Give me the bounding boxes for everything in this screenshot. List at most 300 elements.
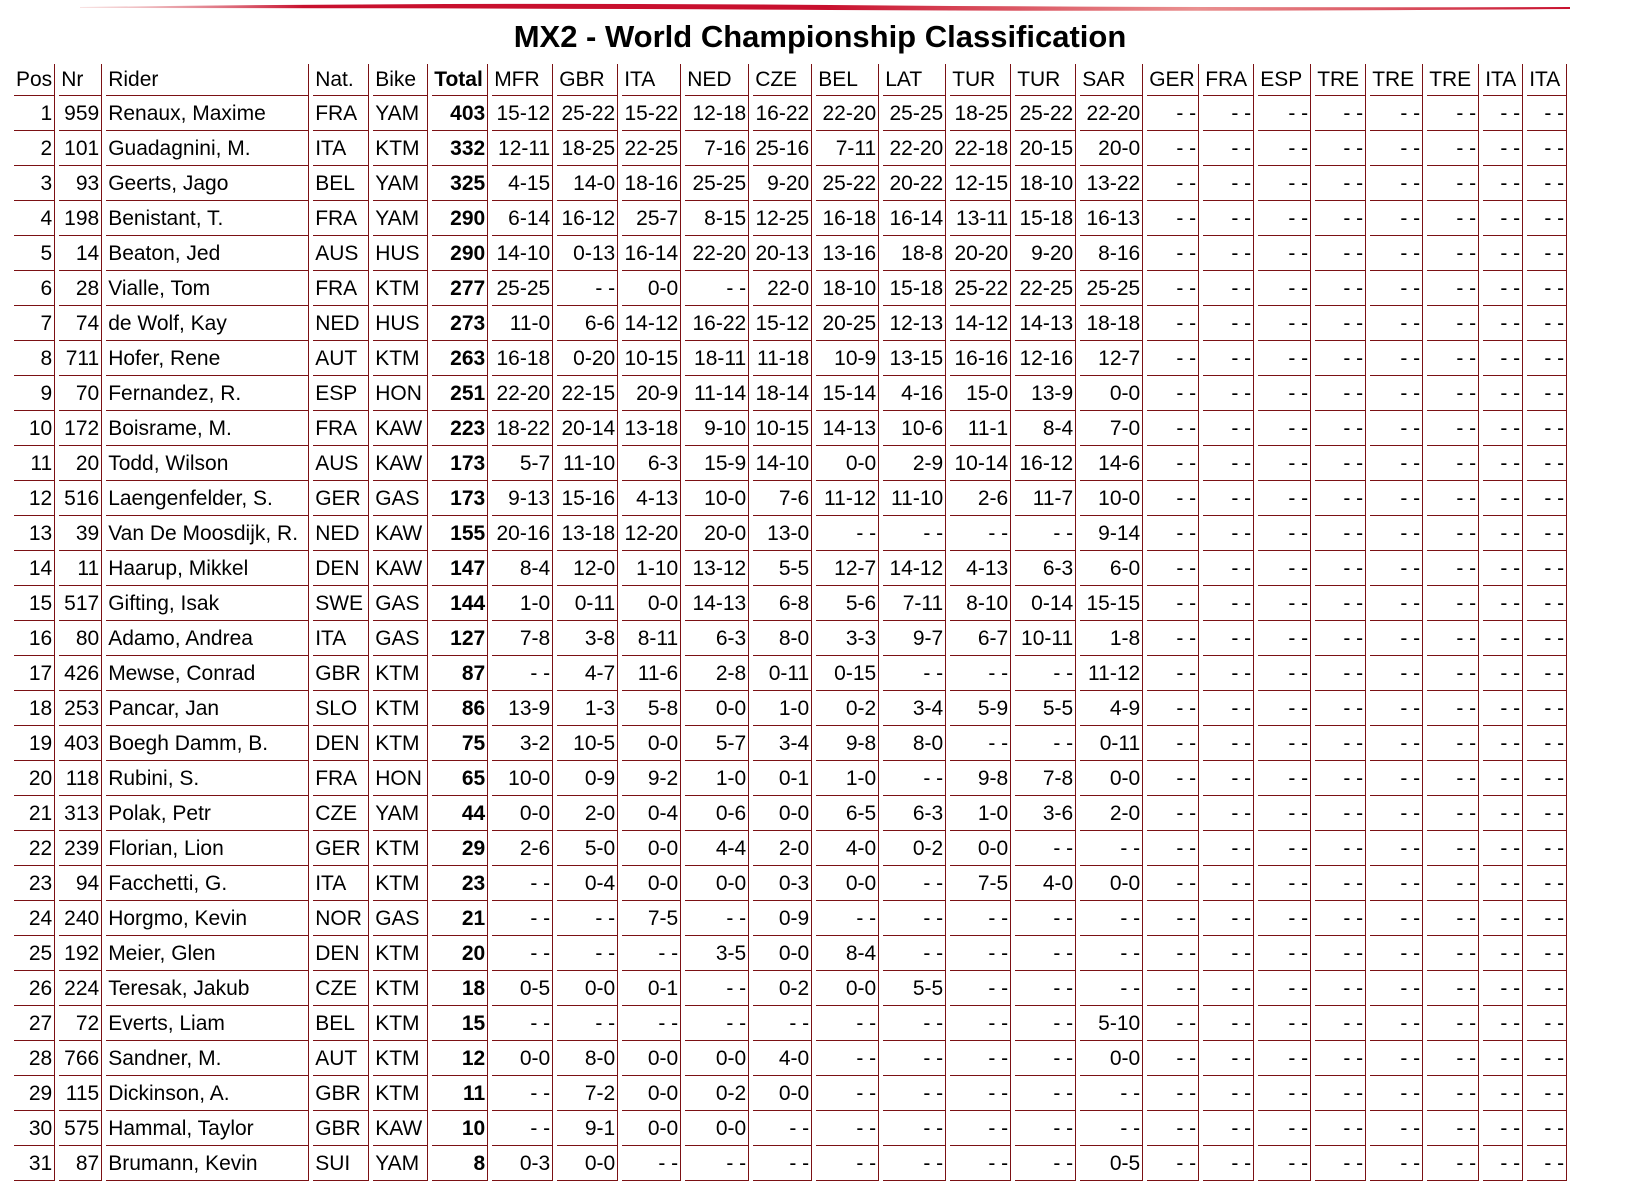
cell-result: - -: [1147, 1146, 1199, 1181]
cell-result: - -: [816, 1006, 879, 1041]
table-row: [14, 341, 1567, 376]
cell-result: 4-0: [1015, 866, 1076, 901]
cell-result: - -: [1147, 586, 1199, 621]
cell-result: - -: [1427, 516, 1479, 551]
cell-result: - -: [1203, 376, 1254, 411]
cell-result: - -: [1527, 796, 1567, 831]
cell-result: - -: [1427, 131, 1479, 166]
cell-number: 101: [59, 131, 102, 166]
cell-nationality: FRA: [313, 761, 369, 796]
cell-number: 14: [59, 236, 102, 271]
cell-result: 7-6: [753, 481, 812, 516]
cell-result: - -: [1258, 306, 1311, 341]
cell-rider: de Wolf, Kay: [106, 306, 309, 341]
cell-total: 290: [432, 201, 488, 236]
cell-result: 0-0: [685, 866, 749, 901]
cell-result: 2-6: [950, 481, 1011, 516]
cell-position: 10: [14, 411, 55, 446]
cell-result: - -: [1315, 271, 1366, 306]
cell-result: - -: [1527, 971, 1567, 1006]
cell-result: - -: [950, 1146, 1011, 1181]
cell-result: 11-1: [950, 411, 1011, 446]
cell-bike: KTM: [373, 971, 428, 1006]
cell-number: 39: [59, 516, 102, 551]
cell-result: - -: [1427, 376, 1479, 411]
cell-result: - -: [950, 516, 1011, 551]
table-row: [14, 831, 1567, 866]
cell-number: 118: [59, 761, 102, 796]
cell-result: - -: [1370, 201, 1423, 236]
cell-position: 28: [14, 1041, 55, 1076]
cell-result: - -: [1015, 971, 1076, 1006]
table-row: [14, 656, 1567, 691]
cell-result: - -: [1147, 306, 1199, 341]
cell-result: 0-5: [492, 971, 553, 1006]
cell-result: - -: [1527, 341, 1567, 376]
cell-number: 959: [59, 96, 102, 131]
cell-result: - -: [685, 1006, 749, 1041]
cell-result: 14-0: [557, 166, 618, 201]
cell-result: 22-25: [622, 131, 681, 166]
cell-result: 8-11: [622, 621, 681, 656]
cell-result: - -: [1203, 1006, 1254, 1041]
cell-result: 15-22: [622, 96, 681, 131]
cell-nationality: GER: [313, 831, 369, 866]
cell-result: 14-13: [1015, 306, 1076, 341]
cell-result: - -: [1527, 271, 1567, 306]
cell-result: - -: [1527, 166, 1567, 201]
cell-result: 12-7: [1080, 341, 1143, 376]
cell-result: 12-20: [622, 516, 681, 551]
cell-result: 25-25: [1080, 271, 1143, 306]
column-header-round-17: ITA: [1483, 64, 1523, 96]
cell-result: - -: [1015, 901, 1076, 936]
cell-result: - -: [1203, 166, 1254, 201]
cell-position: 22: [14, 831, 55, 866]
cell-result: - -: [1147, 166, 1199, 201]
cell-result: 8-4: [1015, 411, 1076, 446]
cell-result: - -: [1315, 656, 1366, 691]
cell-result: 12-11: [492, 131, 553, 166]
cell-result: - -: [1203, 831, 1254, 866]
cell-rider: Everts, Liam: [106, 1006, 309, 1041]
cell-rider: Florian, Lion: [106, 831, 309, 866]
cell-total: 325: [432, 166, 488, 201]
cell-result: 18-25: [557, 131, 618, 166]
cell-position: 18: [14, 691, 55, 726]
cell-position: 5: [14, 236, 55, 271]
cell-result: - -: [1427, 1076, 1479, 1111]
cell-result: - -: [950, 1006, 1011, 1041]
cell-result: - -: [1427, 831, 1479, 866]
cell-result: 20-0: [685, 516, 749, 551]
cell-result: 10-0: [492, 761, 553, 796]
cell-result: 0-0: [492, 1041, 553, 1076]
cell-result: - -: [1370, 1041, 1423, 1076]
column-header-round-16: TRE: [1427, 64, 1479, 96]
cell-total: 290: [432, 236, 488, 271]
classification-table: [10, 64, 1571, 1181]
cell-result: - -: [1483, 551, 1523, 586]
cell-bike: GAS: [373, 481, 428, 516]
cell-result: 0-0: [622, 1076, 681, 1111]
cell-result: 5-8: [622, 691, 681, 726]
cell-nationality: ESP: [313, 376, 369, 411]
cell-result: - -: [1147, 656, 1199, 691]
cell-result: 0-0: [753, 796, 812, 831]
cell-result: 15-14: [816, 376, 879, 411]
cell-result: 20-22: [883, 166, 946, 201]
cell-result: - -: [1315, 516, 1366, 551]
cell-result: 18-25: [950, 96, 1011, 131]
table-row: [14, 726, 1567, 761]
cell-result: 11-0: [492, 306, 553, 341]
cell-result: 18-8: [883, 236, 946, 271]
cell-result: 5-5: [753, 551, 812, 586]
cell-bike: HON: [373, 761, 428, 796]
cell-result: - -: [1315, 446, 1366, 481]
cell-result: - -: [1427, 236, 1479, 271]
cell-result: 20-20: [950, 236, 1011, 271]
cell-position: 7: [14, 306, 55, 341]
cell-result: 9-8: [816, 726, 879, 761]
table-row: [14, 236, 1567, 271]
cell-result: - -: [1527, 621, 1567, 656]
cell-result: 7-11: [883, 586, 946, 621]
cell-result: - -: [1258, 726, 1311, 761]
page-title: MX2 - World Championship Classification: [513, 19, 1127, 54]
cell-result: - -: [1258, 1006, 1311, 1041]
cell-result: - -: [1427, 166, 1479, 201]
cell-result: - -: [883, 1076, 946, 1111]
cell-nationality: NED: [313, 306, 369, 341]
cell-bike: KTM: [373, 831, 428, 866]
cell-result: - -: [883, 936, 946, 971]
cell-result: 18-10: [1015, 166, 1076, 201]
cell-result: 16-16: [950, 341, 1011, 376]
cell-result: - -: [1015, 726, 1076, 761]
cell-result: 22-20: [1080, 96, 1143, 131]
cell-result: - -: [1427, 341, 1479, 376]
column-header-round-4: NED: [685, 64, 749, 96]
cell-result: - -: [1147, 831, 1199, 866]
cell-result: - -: [1315, 341, 1366, 376]
cell-total: 21: [432, 901, 488, 936]
cell-total: 23: [432, 866, 488, 901]
column-header-round-7: LAT: [883, 64, 946, 96]
cell-result: - -: [1370, 831, 1423, 866]
cell-result: - -: [1203, 446, 1254, 481]
cell-result: 0-14: [1015, 586, 1076, 621]
cell-result: - -: [1527, 1111, 1567, 1146]
cell-result: 0-1: [753, 761, 812, 796]
cell-result: - -: [1427, 586, 1479, 621]
cell-result: - -: [1203, 761, 1254, 796]
cell-number: 80: [59, 621, 102, 656]
cell-number: 87: [59, 1146, 102, 1181]
cell-result: 12-18: [685, 96, 749, 131]
cell-result: - -: [492, 656, 553, 691]
cell-result: 18-22: [492, 411, 553, 446]
cell-result: - -: [1527, 411, 1567, 446]
cell-result: - -: [1315, 236, 1366, 271]
cell-result: - -: [1370, 481, 1423, 516]
cell-result: 13-9: [492, 691, 553, 726]
column-header-pos: Pos: [14, 64, 55, 96]
cell-result: 25-25: [685, 166, 749, 201]
cell-result: - -: [1370, 1076, 1423, 1111]
cell-result: - -: [1203, 411, 1254, 446]
cell-nationality: CZE: [313, 796, 369, 831]
cell-result: - -: [1370, 866, 1423, 901]
cell-result: - -: [1483, 586, 1523, 621]
cell-bike: GAS: [373, 586, 428, 621]
cell-result: 14-10: [753, 446, 812, 481]
cell-result: 9-20: [753, 166, 812, 201]
cell-result: 0-15: [816, 656, 879, 691]
table-row: [14, 691, 1567, 726]
cell-result: - -: [1483, 481, 1523, 516]
cell-result: - -: [1015, 1111, 1076, 1146]
cell-result: 0-0: [622, 1041, 681, 1076]
cell-result: 12-15: [950, 166, 1011, 201]
cell-result: - -: [883, 1006, 946, 1041]
cell-result: - -: [1315, 201, 1366, 236]
cell-result: 3-4: [883, 691, 946, 726]
cell-result: - -: [1147, 131, 1199, 166]
cell-result: - -: [1203, 516, 1254, 551]
cell-result: 16-12: [557, 201, 618, 236]
cell-result: - -: [1483, 236, 1523, 271]
cell-result: 13-22: [1080, 166, 1143, 201]
cell-rider: Rubini, S.: [106, 761, 309, 796]
cell-result: - -: [1370, 691, 1423, 726]
cell-position: 15: [14, 586, 55, 621]
cell-result: - -: [816, 901, 879, 936]
cell-result: 4-16: [883, 376, 946, 411]
cell-result: 3-2: [492, 726, 553, 761]
cell-result: 9-13: [492, 481, 553, 516]
cell-result: 1-0: [816, 761, 879, 796]
cell-result: - -: [1483, 201, 1523, 236]
cell-result: 3-4: [753, 726, 812, 761]
cell-result: - -: [1147, 341, 1199, 376]
cell-result: - -: [1370, 621, 1423, 656]
cell-result: - -: [1203, 481, 1254, 516]
column-header-nat: Nat.: [313, 64, 369, 96]
cell-result: 8-15: [685, 201, 749, 236]
cell-result: 8-0: [883, 726, 946, 761]
cell-result: 0-9: [557, 761, 618, 796]
cell-result: - -: [1370, 761, 1423, 796]
cell-result: - -: [1370, 376, 1423, 411]
cell-total: 127: [432, 621, 488, 656]
cell-result: - -: [1258, 201, 1311, 236]
cell-bike: KTM: [373, 691, 428, 726]
cell-result: 18-16: [622, 166, 681, 201]
cell-result: - -: [950, 1076, 1011, 1111]
cell-result: 22-20: [816, 96, 879, 131]
cell-result: - -: [1315, 411, 1366, 446]
cell-total: 332: [432, 131, 488, 166]
cell-result: - -: [1527, 866, 1567, 901]
cell-result: - -: [1258, 411, 1311, 446]
cell-number: 172: [59, 411, 102, 446]
cell-result: - -: [1203, 726, 1254, 761]
cell-position: 27: [14, 1006, 55, 1041]
cell-result: 15-15: [1080, 586, 1143, 621]
cell-position: 2: [14, 131, 55, 166]
cell-bike: KTM: [373, 341, 428, 376]
cell-number: 94: [59, 866, 102, 901]
cell-result: - -: [1203, 866, 1254, 901]
cell-result: - -: [1258, 96, 1311, 131]
cell-result: - -: [1483, 1006, 1523, 1041]
cell-result: 20-15: [1015, 131, 1076, 166]
cell-result: 0-2: [816, 691, 879, 726]
cell-result: - -: [1315, 586, 1366, 621]
cell-rider: Geerts, Jago: [106, 166, 309, 201]
cell-result: - -: [1080, 901, 1143, 936]
cell-result: - -: [1427, 201, 1479, 236]
cell-result: - -: [1427, 726, 1479, 761]
cell-result: - -: [753, 1006, 812, 1041]
cell-result: 10-9: [816, 341, 879, 376]
cell-result: - -: [1258, 761, 1311, 796]
cell-result: - -: [1427, 1041, 1479, 1076]
cell-result: - -: [1370, 446, 1423, 481]
cell-result: 11-12: [816, 481, 879, 516]
cell-number: 115: [59, 1076, 102, 1111]
cell-result: 8-10: [950, 586, 1011, 621]
cell-bike: KAW: [373, 1111, 428, 1146]
table-row: [14, 796, 1567, 831]
cell-result: - -: [1370, 726, 1423, 761]
cell-result: - -: [1483, 376, 1523, 411]
cell-result: 22-25: [1015, 271, 1076, 306]
cell-nationality: AUT: [313, 341, 369, 376]
table-row: [14, 621, 1567, 656]
cell-result: - -: [1203, 271, 1254, 306]
cell-result: - -: [1427, 796, 1479, 831]
cell-result: - -: [1258, 656, 1311, 691]
cell-result: 13-16: [816, 236, 879, 271]
cell-nationality: FRA: [313, 96, 369, 131]
cell-result: - -: [1147, 271, 1199, 306]
cell-result: 0-2: [753, 971, 812, 1006]
cell-result: 18-11: [685, 341, 749, 376]
cell-number: 517: [59, 586, 102, 621]
cell-bike: HUS: [373, 306, 428, 341]
cell-result: - -: [1427, 481, 1479, 516]
cell-result: 5-9: [950, 691, 1011, 726]
cell-result: - -: [1258, 1146, 1311, 1181]
cell-result: 16-22: [685, 306, 749, 341]
cell-result: - -: [1015, 1041, 1076, 1076]
cell-rider: Mewse, Conrad: [106, 656, 309, 691]
cell-number: 198: [59, 201, 102, 236]
cell-result: 20-14: [557, 411, 618, 446]
cell-result: - -: [1203, 901, 1254, 936]
cell-result: 14-13: [816, 411, 879, 446]
cell-rider: Boegh Damm, B.: [106, 726, 309, 761]
cell-result: 0-0: [685, 1041, 749, 1076]
cell-result: 15-12: [492, 96, 553, 131]
cell-result: - -: [1258, 1041, 1311, 1076]
cell-result: - -: [1258, 271, 1311, 306]
cell-result: 0-4: [557, 866, 618, 901]
cell-result: - -: [1527, 691, 1567, 726]
cell-result: - -: [685, 971, 749, 1006]
cell-result: 0-0: [753, 936, 812, 971]
cell-result: - -: [1315, 551, 1366, 586]
cell-bike: GAS: [373, 621, 428, 656]
cell-result: - -: [1483, 341, 1523, 376]
cell-nationality: ITA: [313, 866, 369, 901]
cell-result: - -: [1203, 96, 1254, 131]
cell-result: - -: [1527, 306, 1567, 341]
cell-total: 44: [432, 796, 488, 831]
cell-result: - -: [1147, 691, 1199, 726]
cell-result: - -: [1370, 236, 1423, 271]
cell-nationality: GBR: [313, 656, 369, 691]
cell-result: - -: [1015, 936, 1076, 971]
cell-result: - -: [1315, 726, 1366, 761]
cell-rider: Brumann, Kevin: [106, 1146, 309, 1181]
cell-bike: YAM: [373, 1146, 428, 1181]
cell-result: 6-3: [622, 446, 681, 481]
cell-result: - -: [492, 1076, 553, 1111]
cell-result: - -: [950, 656, 1011, 691]
cell-result: - -: [1483, 621, 1523, 656]
cell-number: 516: [59, 481, 102, 516]
cell-number: 313: [59, 796, 102, 831]
cell-result: 0-0: [622, 866, 681, 901]
cell-rider: Facchetti, G.: [106, 866, 309, 901]
cell-result: - -: [1315, 901, 1366, 936]
cell-total: 144: [432, 586, 488, 621]
cell-number: 93: [59, 166, 102, 201]
cell-result: - -: [1483, 1146, 1523, 1181]
cell-result: 16-13: [1080, 201, 1143, 236]
cell-result: - -: [1370, 516, 1423, 551]
cell-result: - -: [1147, 201, 1199, 236]
cell-result: 15-18: [1015, 201, 1076, 236]
cell-result: - -: [816, 1041, 879, 1076]
cell-result: - -: [1483, 411, 1523, 446]
cell-result: - -: [1527, 516, 1567, 551]
cell-total: 277: [432, 271, 488, 306]
cell-result: 0-0: [1080, 866, 1143, 901]
cell-result: 0-5: [1080, 1146, 1143, 1181]
cell-result: - -: [1315, 1006, 1366, 1041]
cell-result: - -: [557, 271, 618, 306]
cell-result: 3-5: [685, 936, 749, 971]
cell-result: - -: [1147, 866, 1199, 901]
cell-nationality: AUS: [313, 236, 369, 271]
table-row: [14, 586, 1567, 621]
cell-number: 74: [59, 306, 102, 341]
cell-result: - -: [1147, 96, 1199, 131]
cell-result: 7-8: [1015, 761, 1076, 796]
cell-position: 20: [14, 761, 55, 796]
cell-result: 0-3: [492, 1146, 553, 1181]
cell-result: 18-10: [816, 271, 879, 306]
cell-result: - -: [1258, 901, 1311, 936]
cell-rider: Boisrame, M.: [106, 411, 309, 446]
cell-result: - -: [1147, 761, 1199, 796]
cell-result: 5-6: [816, 586, 879, 621]
